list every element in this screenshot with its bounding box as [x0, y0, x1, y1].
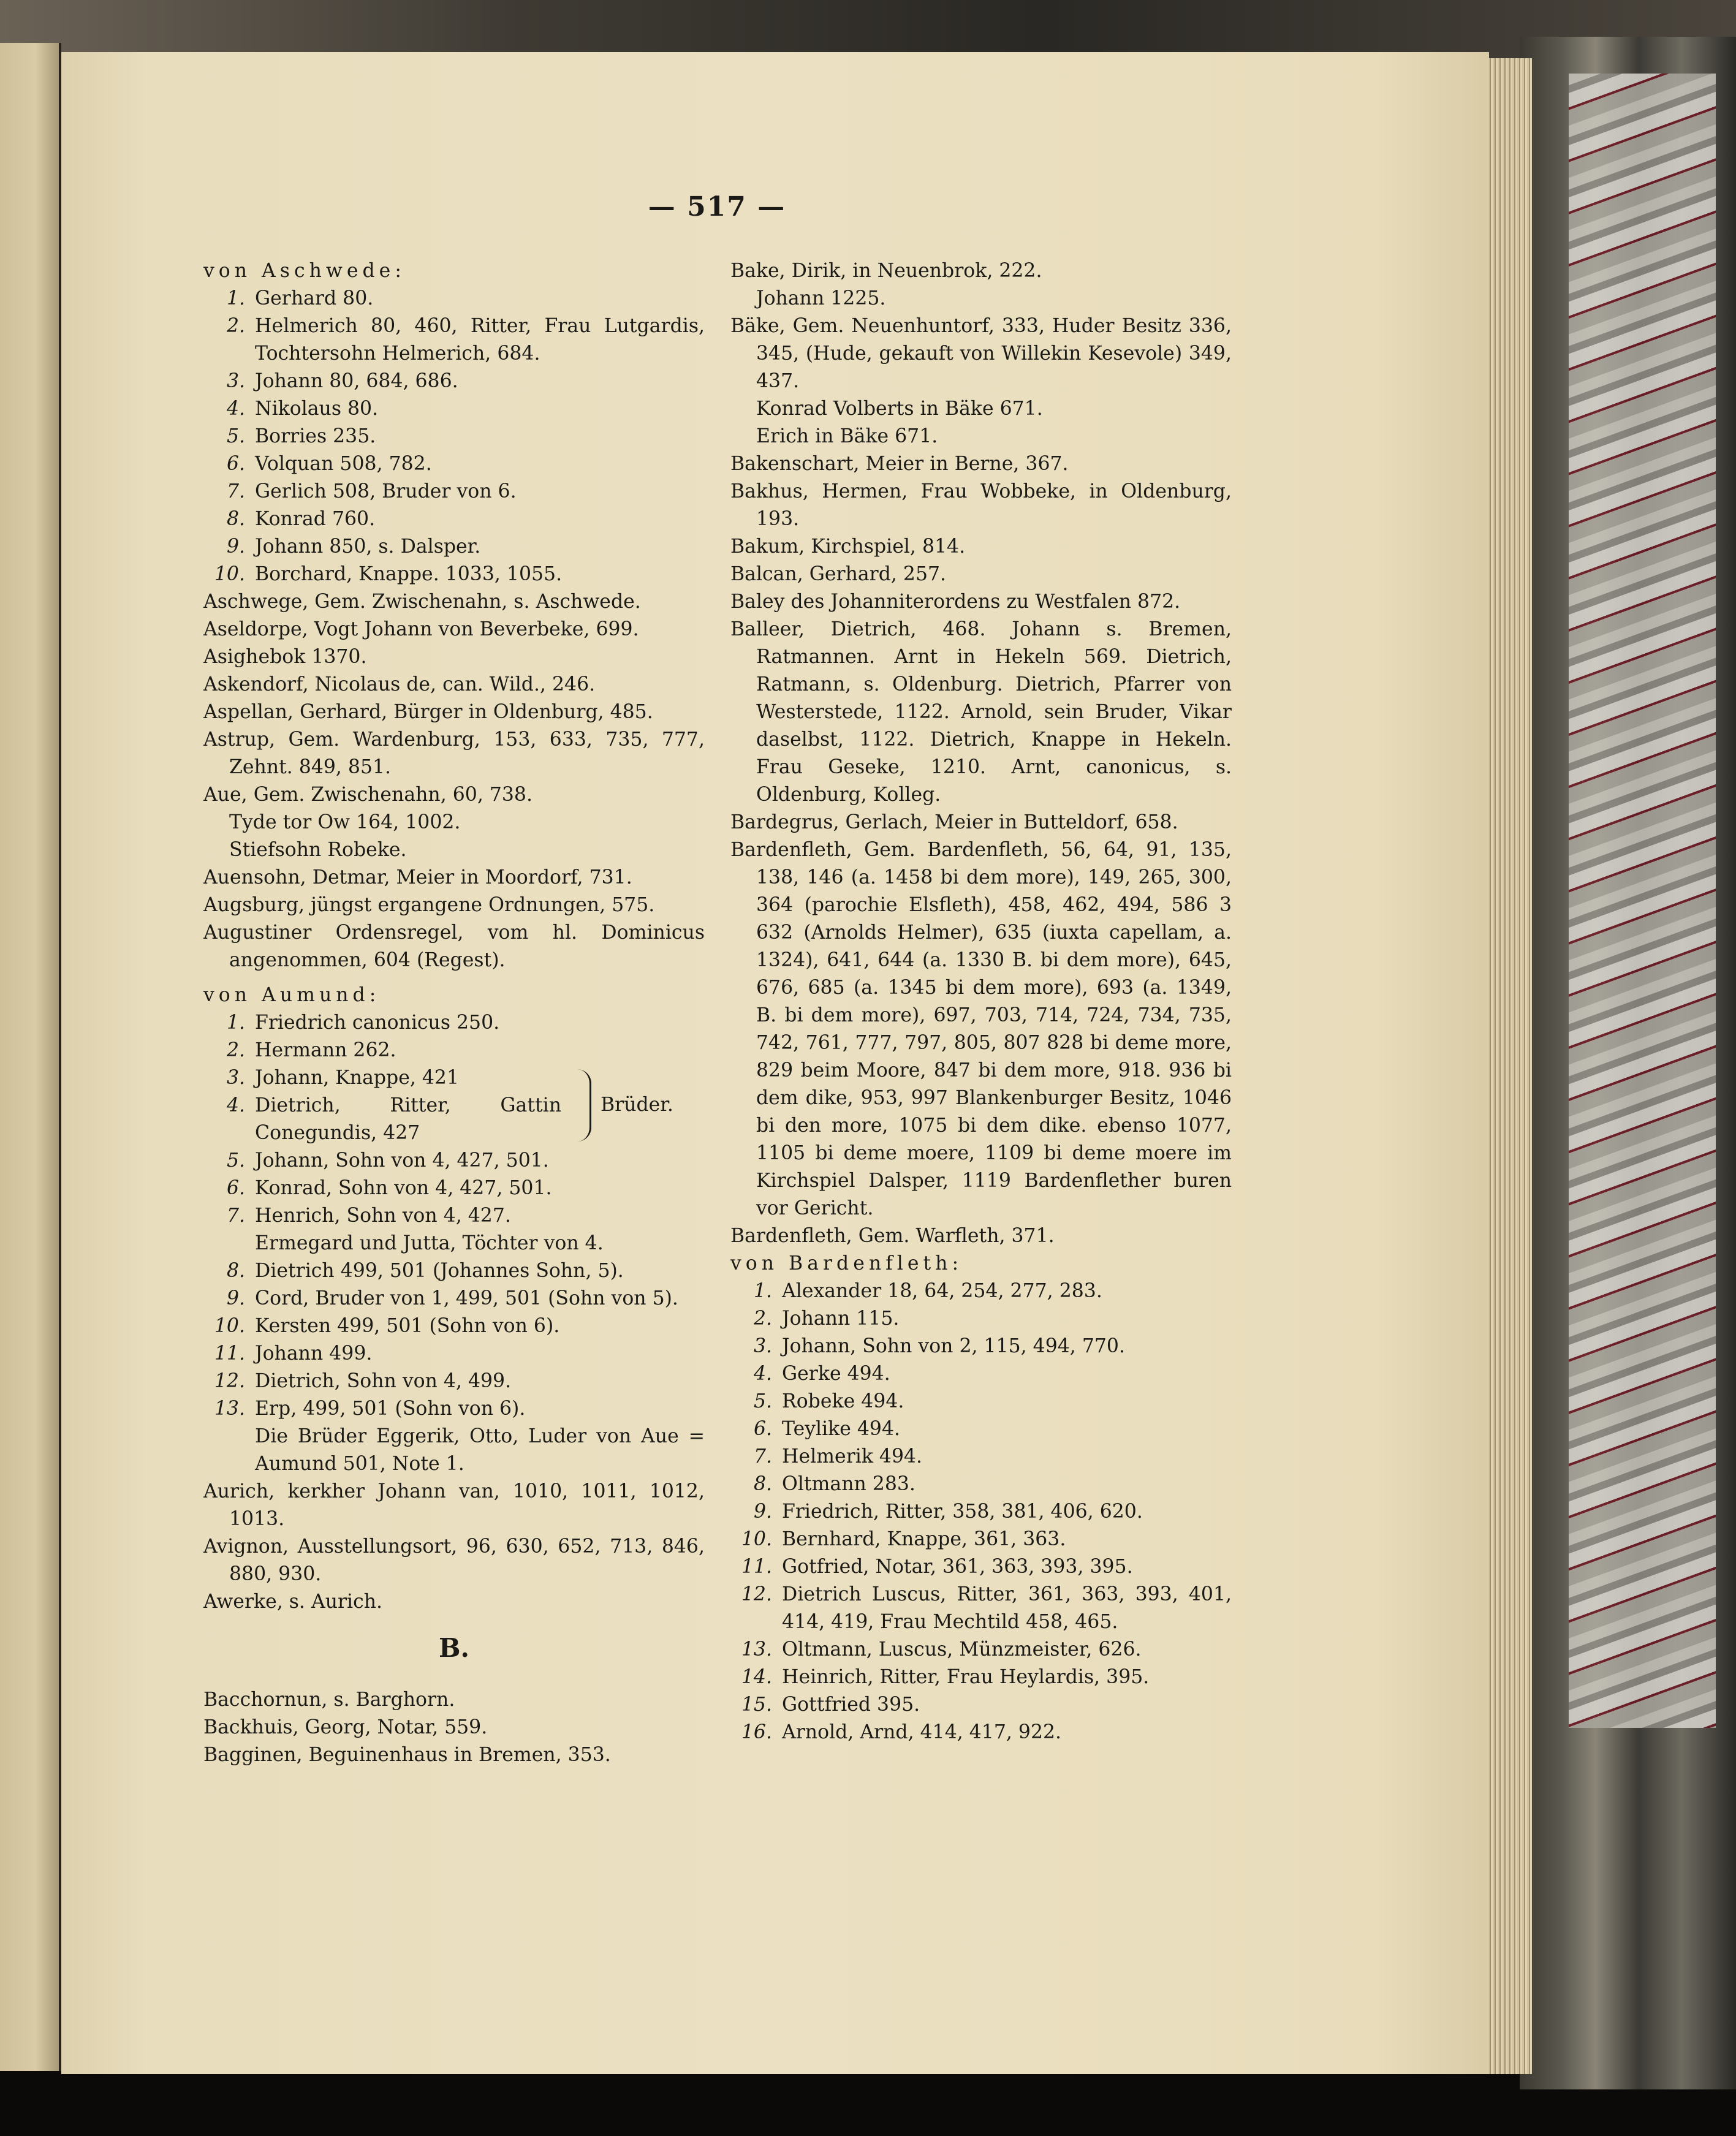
- index-entry: Bardenfleth, Gem. Bardenfleth, 56, 64, 91, 135, 138, 146 (a. 1458 bi dem more), 149, 265, 300, 364 (parochie Elsfleth), 458, 462, 494, 586 3 632 (Arnolds Helmer), 635 (iuxta capellam, a. 1324), 641, 644 (a. 1330 B. bi dem more), 645, 676, 685 (a. 1345 bi dem more), 693 (a. 1349, B. bi dem more), 697, 703, 714, 724, 734, 735, 742, 761, 777, 797, 805, 807 828 bi deme more, 829 beim Moore, 847 bi dem more, 918. 936 bi dem dike, 953, 997 Blankenburger Besitz, 1046 bi den more, 1075 bi dem dike. ebenso 1077, 1105 bi deme moere, 1109 bi deme moere im Kirchspiel Dalsper, 1119 Bardenflether buren vor Gericht.: [730, 839, 1232, 1219]
- index-entry: Astrup, Gem. Wardenburg, 153, 633, 735, 777, Zehnt. 849, 851.: [203, 729, 705, 778]
- list-item: 7. Henrich, Sohn von 4, 427.: [226, 1205, 511, 1227]
- list-item: 6. Volquan 508, 782.: [226, 453, 432, 475]
- list-item: 4. Gerke 494.: [753, 1363, 890, 1385]
- left-column: [203, 257, 705, 1769]
- list-item: 5. Johann, Sohn von 4, 427, 501.: [226, 1149, 549, 1172]
- brueder-group: [203, 1064, 705, 1147]
- index-entry: Bakenschart, Meier in Berne, 367.: [730, 453, 1069, 475]
- right-column: [730, 257, 1232, 1746]
- list-item: 6. Teylike 494.: [753, 1418, 901, 1440]
- index-entry: Asighebok 1370.: [203, 646, 367, 668]
- list-item: 2. Hermann 262.: [226, 1039, 396, 1061]
- list-item: 7. Helmerik 494.: [753, 1445, 923, 1468]
- list-item: 9. Johann 850, s. Dalsper.: [226, 536, 481, 558]
- index-entry: Bake, Dirik, in Neuenbrok, 222.: [730, 260, 1042, 282]
- index-entry: Bäke, Gem. Neuenhuntorf, 333, Huder Besitz 336, 345, (Hude, gekauft von Willekin Kesevole) 349, 437.: [730, 315, 1232, 392]
- list-item: 6. Konrad, Sohn von 4, 427, 501.: [226, 1177, 552, 1199]
- list-item: 2. Johann 115.: [753, 1308, 900, 1330]
- list-item: 10. Bernhard, Knappe, 361, 363.: [741, 1528, 1066, 1550]
- list-item: 12. Dietrich Luscus, Ritter, 361, 363, 393, 401, 414, 419, Frau Mechtild 458, 465.: [741, 1583, 1232, 1633]
- list-item: 2. Helmerich 80, 460, Ritter, Frau Lutgardis, Tochtersohn Helmerich, 684.: [226, 315, 705, 365]
- index-entry: Backhuis, Georg, Notar, 559.: [203, 1716, 488, 1738]
- sub-entry: Tyde tor Ow 164, 1002.: [229, 811, 461, 833]
- index-entry: Bardenfleth, Gem. Warfleth, 371.: [730, 1225, 1055, 1247]
- list-item: 10. Borchard, Knappe. 1033, 1055.: [214, 563, 563, 585]
- index-entry: Bakhus, Hermen, Frau Wobbeke, in Oldenburg, 193.: [730, 480, 1232, 530]
- sub-entry: Erich in Bäke 671.: [756, 425, 938, 447]
- list-item: 1. Alexander 18, 64, 254, 277, 283.: [753, 1280, 1102, 1302]
- page-number: — 517 —: [648, 191, 786, 222]
- index-entry: Aspellan, Gerhard, Bürger in Oldenburg, 485.: [203, 701, 653, 723]
- list-item: 3. Johann, Knappe, 421: [226, 1067, 459, 1089]
- index-entry: Auensohn, Detmar, Meier in Moordorf, 731.: [203, 866, 632, 888]
- index-entry: Bacchornun, s. Barghorn.: [203, 1689, 455, 1711]
- index-entry: Aue, Gem. Zwischenahn, 60, 738.: [203, 784, 533, 806]
- sub-entry: Stiefsohn Robeke.: [229, 839, 407, 861]
- index-entry: Balleer, Dietrich, 468. Johann s. Bremen, Ratmannen. Arnt in Hekeln 569. Dietrich, Ratmann, s. Oldenburg. Dietrich, Pfarrer von Westerstede, 1122. Arnold, sein Bruder, Vikar daselbst, 1122. Dietrich, Knappe in Hekeln. Frau Geseke, 1210. Arnt, canonicus, s. Oldenburg, Kolleg.: [730, 618, 1232, 806]
- sub-entry: Johann 1225.: [756, 287, 886, 309]
- brace: [577, 1069, 591, 1142]
- index-entry: Bakum, Kirchspiel, 814.: [730, 536, 966, 558]
- list-item: 5. Borries 235.: [226, 425, 376, 447]
- list-item-sub: Ermegard und Jutta, Töchter von 4.: [255, 1232, 604, 1254]
- list-item: 12. Dietrich, Sohn von 4, 499.: [214, 1370, 512, 1392]
- list-item: 8. Konrad 760.: [226, 508, 376, 530]
- index-entry: Bagginen, Beguinenhaus in Bremen, 353.: [203, 1744, 611, 1766]
- section-letter: B.: [438, 1633, 470, 1663]
- index-entry: Askendorf, Nicolaus de, can. Wild., 246.: [203, 673, 596, 695]
- index-entry: Awerke, s. Aurich.: [203, 1591, 383, 1613]
- list-item: 11. Gotfried, Notar, 361, 363, 393, 395.: [741, 1556, 1133, 1578]
- brace-label: Brüder.: [601, 1094, 673, 1116]
- marbled-endpaper: [1569, 74, 1716, 1728]
- index-entry: Bardegrus, Gerlach, Meier in Butteldorf, 658.: [730, 811, 1178, 833]
- index-entry: Aseldorpe, Vogt Johann von Beverbeke, 699.: [203, 618, 639, 640]
- index-entry: Baley des Johanniterordens zu Westfalen 872.: [730, 591, 1181, 613]
- section-heading: von Aschwede:: [203, 260, 406, 282]
- list-item: 1. Friedrich canonicus 250.: [226, 1012, 500, 1034]
- list-item: 7. Gerlich 508, Bruder von 6.: [226, 480, 517, 502]
- left-page-edge: [0, 43, 61, 2071]
- index-entry: Aschwege, Gem. Zwischenahn, s. Aschwede.: [203, 591, 641, 613]
- list-item: 3. Johann, Sohn von 2, 115, 494, 770.: [753, 1335, 1125, 1357]
- sub-entry: Konrad Volberts in Bäke 671.: [756, 398, 1043, 420]
- list-item: 4. Nikolaus 80.: [226, 398, 379, 420]
- index-entry: Avignon, Ausstellungsort, 96, 630, 652, 713, 846, 880, 930.: [203, 1536, 705, 1585]
- index-entry: Augustiner Ordensregel, vom hl. Dominicus angenommen, 604 (Regest).: [203, 922, 705, 971]
- list-item-sub: Die Brüder Eggerik, Otto, Luder von Aue = Aumund 501, Note 1.: [255, 1425, 705, 1475]
- list-item: 8. Oltmann 283.: [753, 1473, 915, 1495]
- list-item: 4. Dietrich, Ritter, Gattin Conegundis, 427: [226, 1094, 561, 1144]
- section-heading: von Bardenfleth:: [730, 1252, 963, 1274]
- list-item: 13. Oltmann, Luscus, Münzmeister, 626.: [741, 1638, 1142, 1661]
- numbered-list: [203, 285, 705, 588]
- list-item: 15. Gottfried 395.: [741, 1694, 920, 1716]
- list-item: 16. Arnold, Arnd, 414, 417, 922.: [741, 1721, 1062, 1743]
- list-item: 11. Johann 499.: [214, 1343, 373, 1365]
- list-item: 14. Heinrich, Ritter, Frau Heylardis, 395.: [741, 1666, 1150, 1688]
- list-item: 10. Kersten 499, 501 (Sohn von 6).: [214, 1315, 560, 1337]
- list-item: 8. Dietrich 499, 501 (Johannes Sohn, 5).: [226, 1260, 624, 1282]
- list-item: 5. Robeke 494.: [753, 1390, 904, 1412]
- list-item: 9. Friedrich, Ritter, 358, 381, 406, 620.: [753, 1501, 1143, 1523]
- index-entry: Balcan, Gerhard, 257.: [730, 563, 947, 585]
- list-item: 3. Johann 80, 684, 686.: [226, 370, 458, 392]
- section-heading: von Aumund:: [203, 984, 381, 1006]
- list-item: 9. Cord, Bruder von 1, 499, 501 (Sohn von 5).: [226, 1287, 678, 1309]
- list-item: 1. Gerhard 80.: [226, 287, 374, 309]
- list-item: 13. Erp, 499, 501 (Sohn von 6).: [214, 1398, 526, 1420]
- index-entry: Augsburg, jüngst ergangene Ordnungen, 575.: [203, 894, 655, 916]
- page-edges: [1483, 58, 1532, 2074]
- index-entry: Aurich, kerkher Johann van, 1010, 1011, 1012, 1013.: [203, 1480, 705, 1530]
